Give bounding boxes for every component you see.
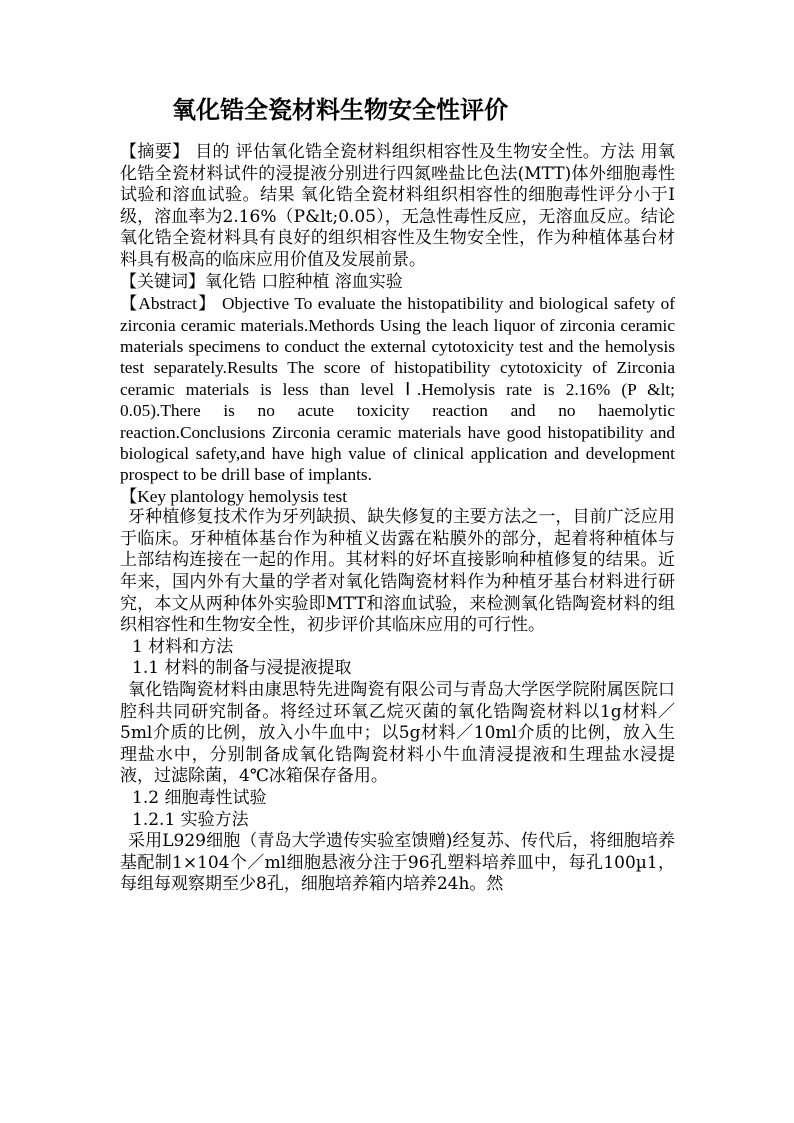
keywords-cn-text: 氧化锆 口腔种植 溶血实验: [205, 271, 403, 292]
keywords-cn-label: 【关键词】: [120, 271, 205, 292]
abstract-cn-text: 目的 评估氧化锆全瓷材料组织相容性及生物安全性。方法 用氧化锆全瓷材料试件的浸提液分别进行四氮唑盐比色法(MTT)体外细胞毒性试验和溶血试验。结果 氧化锆全瓷材料组织相容性的细胞毒性评分小于Ⅰ级，溶血率为2.16%（P&lt;0.05），无急性毒性反应，无溶血反应。结论 氧化锆全瓷材料具有良好的组织相容性及生物安全性，作为种植体基台材料具有极高的临床应用价值及发展前景。: [120, 142, 676, 270]
paragraph-1-2-1: 采用L929细胞（青岛大学遗传实验室馈赠)经复苏、传代后，将细胞培养基配制1×104个／ml细胞悬液分注于96孔塑料培养皿中，每孔100µ1，每组每观察期至少8孔，细胞培养箱内培养24h。然: [120, 831, 675, 895]
section-heading-1-1: 1.1 材料的制备与浸提液提取: [132, 658, 352, 679]
abstract-cn: [120, 142, 675, 272]
section-heading-1-2-1: 1.2.1 实验方法: [132, 809, 249, 830]
section-heading-1-2: 1.2 细胞毒性试验: [132, 787, 267, 808]
page-title: 氧化锆全瓷材料生物安全性评价: [172, 95, 508, 124]
abstract-en-text: Objective To evaluate the histopatibility and biological safety of zirconia ceramic materials.Methords Using the leach liquor of zirconia ceramic materials specimens to conduct the external cytotoxicity test and the hemolysis test separately.Results The score of histopatibility cytotoxicity of Zirconia ceramic materials is less than level Ⅰ.Hemolysis rate is 2.16% (P &lt; 0.05).There is no acute toxicity reaction and no haemolytic reaction.Conclusions Zirconia ceramic materials have good histopatibility and biological safety,and have high value of clinical application and development prospect to be drill base of implants.: [120, 294, 675, 485]
keywords-en: 【Key plantology hemolysis test: [120, 486, 348, 506]
paragraph-1-1: 氧化锆陶瓷材料由康思特先进陶瓷有限公司与青岛大学医学院附属医院口腔科共同研究制备。将经过环氧乙烷灭菌的氧化锆陶瓷材料以1g材料／5ml介质的比例，放入小牛血中；以5g材料／10ml介质的比例，放入生理盐水中，分别制备成氧化锆陶瓷材料小牛血清浸提液和生理盐水浸提液，过滤除菌，4℃冰箱保存备用。: [120, 679, 675, 787]
abstract-en: [120, 293, 675, 486]
section-heading-1: 1 材料和方法: [132, 636, 234, 657]
abstract-en-label: 【Abstract】: [120, 294, 217, 314]
intro-paragraph: 牙种植修复技术作为牙列缺损、缺失修复的主要方法之一，目前广泛应用于临床。牙种植体基台作为种植义齿露在粘膜外的部分，起着将种植体与上部结构连接在一起的作用。其材料的好坏直接影响种植修复的结果。近年来，国内外有大量的学者对氧化锆陶瓷材料作为种植牙基台材料进行研究，本文从两种体外实验即MTT和溶血试验，来检测氧化锆陶瓷材料的组织相容性和生物安全性，初步评价其临床应用的可行性。: [120, 507, 675, 636]
abstract-cn-label: 【摘要】: [120, 142, 190, 162]
document-page: [120, 92, 675, 896]
keywords-cn: [120, 272, 675, 294]
